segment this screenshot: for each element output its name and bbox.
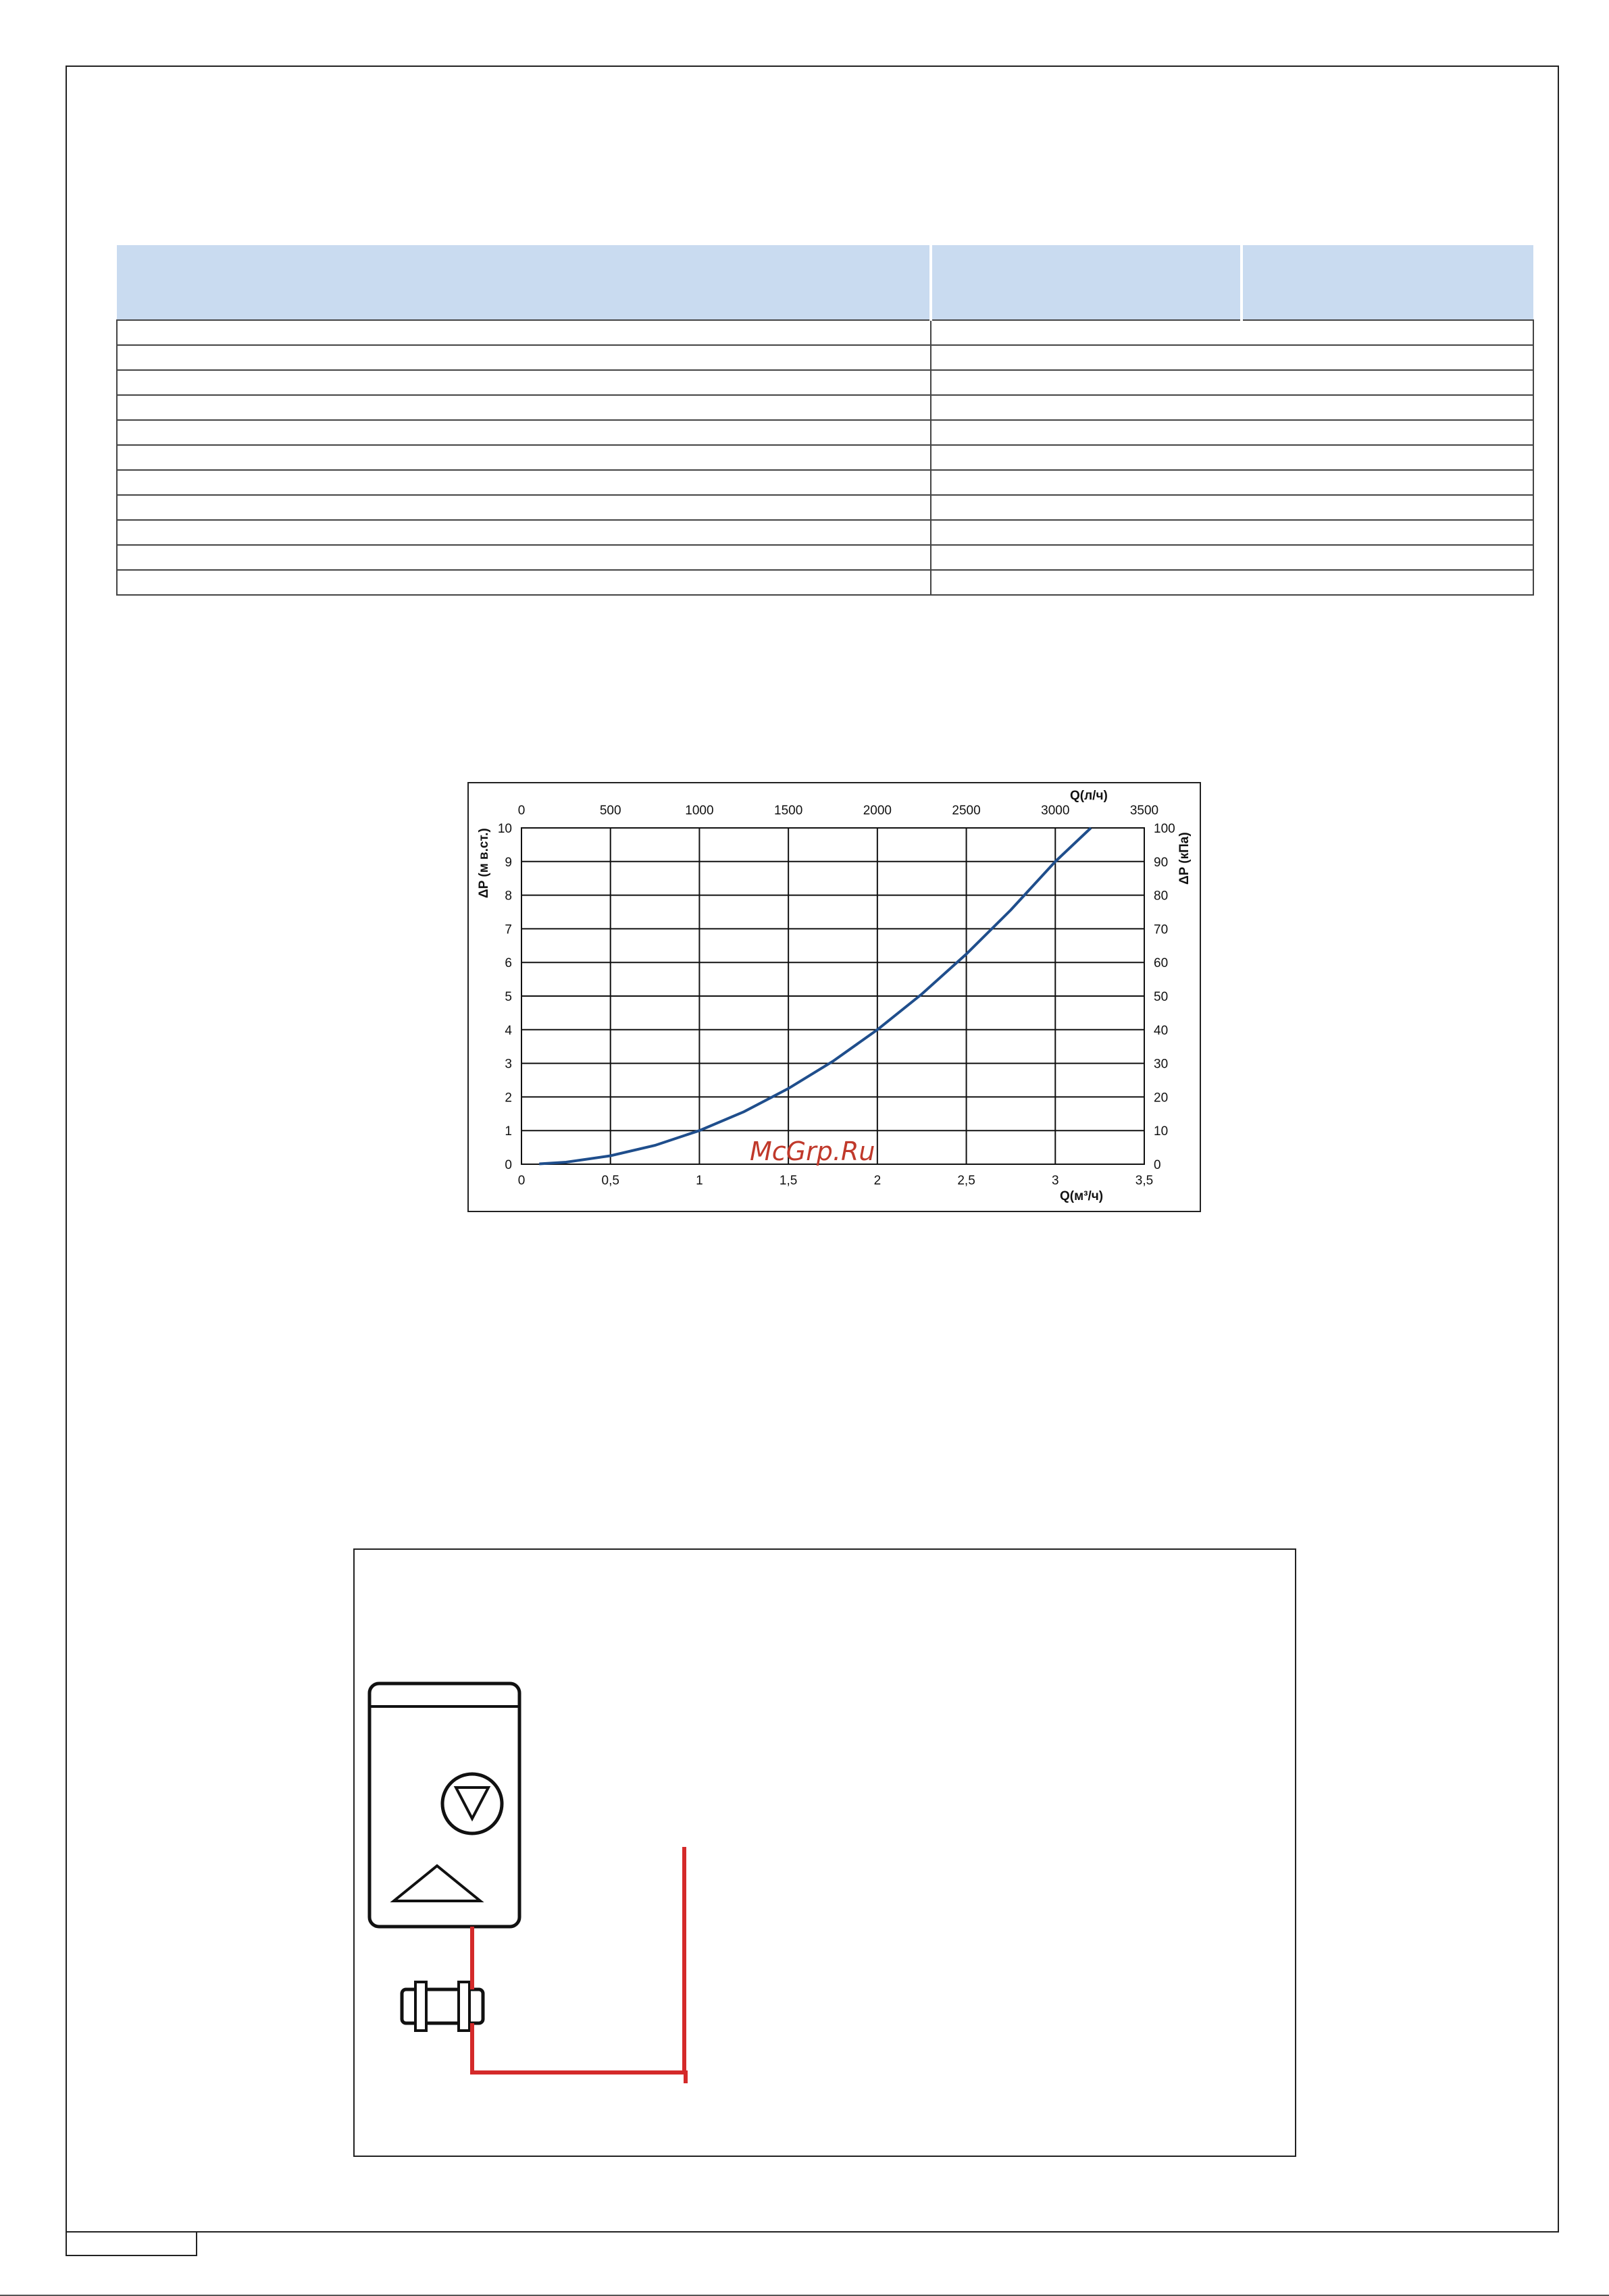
x-bottom-tick-label: 1,5 xyxy=(779,1174,798,1188)
table-row xyxy=(117,395,1533,420)
table-row xyxy=(117,370,1533,395)
table-cell-value xyxy=(931,420,1533,445)
table-cell-parameter xyxy=(117,545,931,570)
x-top-tick-label: 1000 xyxy=(685,804,714,818)
y-left-tick-label: 1 xyxy=(505,1124,512,1139)
chart-canvas xyxy=(469,783,1200,1211)
x-top-tick-label: 3500 xyxy=(1129,804,1159,818)
table-cell-parameter xyxy=(117,570,931,595)
table-header-cell xyxy=(931,245,1242,320)
x-bottom-tick-label: 3 xyxy=(1051,1174,1059,1188)
scheme-canvas xyxy=(355,1550,1295,2156)
table-cell-parameter xyxy=(117,345,931,370)
table-row xyxy=(117,445,1533,470)
x-top-tick-label: 3000 xyxy=(1041,804,1070,818)
x-top-tick-label: 1500 xyxy=(774,804,803,818)
y-right-tick-label: 0 xyxy=(1154,1158,1161,1172)
pressure-flow-chart xyxy=(467,782,1201,1212)
x-top-tick-label: 0 xyxy=(517,804,526,818)
y-right-tick-label: 70 xyxy=(1154,922,1169,937)
installation-scheme xyxy=(353,1548,1296,2157)
y-right-tick-label: 60 xyxy=(1154,956,1169,971)
table-row xyxy=(117,520,1533,545)
table-cell-value xyxy=(931,545,1533,570)
x-top-tick-label: 2000 xyxy=(863,804,892,818)
x-bottom-tick-label: 0 xyxy=(517,1174,526,1188)
y-left-tick-label: 10 xyxy=(497,822,512,836)
table-cell-parameter xyxy=(117,320,931,345)
table-row xyxy=(117,495,1533,520)
table-cell-value xyxy=(931,570,1533,595)
x-top-tick-label: 500 xyxy=(599,804,621,818)
table-row xyxy=(117,420,1533,445)
table-cell-parameter xyxy=(117,470,931,495)
table-cell-value xyxy=(931,320,1533,345)
y-right-tick-label: 10 xyxy=(1154,1124,1169,1139)
y-left-axis-label: ΔP (м в.ст.) xyxy=(477,828,491,898)
y-left-tick-label: 5 xyxy=(505,990,512,1004)
y-right-tick-label: 100 xyxy=(1154,822,1175,836)
table-cell-parameter xyxy=(117,520,931,545)
y-left-tick-label: 9 xyxy=(505,855,512,870)
y-right-tick-label: 50 xyxy=(1154,990,1169,1004)
table-header-row xyxy=(117,245,1533,320)
table-cell-value xyxy=(931,445,1533,470)
y-left-tick-label: 0 xyxy=(505,1158,512,1172)
x-bottom-tick-label: 1 xyxy=(696,1174,703,1188)
table-cell-parameter xyxy=(117,495,931,520)
specification-table xyxy=(116,245,1534,596)
y-left-tick-label: 7 xyxy=(505,922,512,937)
y-right-tick-label: 80 xyxy=(1154,889,1169,904)
table-cell-value xyxy=(931,495,1533,520)
y-left-tick-label: 4 xyxy=(505,1023,512,1038)
x-bottom-tick-label: 0,5 xyxy=(601,1174,619,1188)
x-bottom-tick-label: 2 xyxy=(873,1174,882,1188)
table-header-cell xyxy=(1242,245,1533,320)
x-top-tick-label: 2500 xyxy=(952,804,981,818)
table-cell-value xyxy=(931,345,1533,370)
y-right-tick-label: 20 xyxy=(1154,1091,1169,1105)
table-row xyxy=(117,320,1533,345)
x-top-axis-label: Q(л/ч) xyxy=(1070,789,1108,803)
y-right-tick-label: 30 xyxy=(1154,1057,1169,1072)
y-left-tick-label: 2 xyxy=(505,1091,512,1105)
table-cell-parameter xyxy=(117,370,931,395)
table-cell-value xyxy=(931,370,1533,395)
y-right-tick-label: 90 xyxy=(1154,855,1169,870)
x-bottom-axis-label: Q(м³/ч) xyxy=(1060,1189,1104,1203)
y-left-tick-label: 6 xyxy=(505,956,512,971)
x-bottom-tick-label: 3,5 xyxy=(1135,1174,1154,1188)
y-right-tick-label: 40 xyxy=(1154,1023,1169,1038)
table-header-cell xyxy=(117,245,931,320)
boiler xyxy=(369,1684,519,1927)
table-cell-value xyxy=(931,520,1533,545)
table-row xyxy=(117,570,1533,595)
y-right-axis-label: ΔP (кПа) xyxy=(1177,832,1192,885)
table-cell-parameter xyxy=(117,395,931,420)
table-row xyxy=(117,470,1533,495)
watermark: McGrp.Ru xyxy=(750,1137,875,1166)
table-cell-parameter xyxy=(117,420,931,445)
table-cell-value xyxy=(931,470,1533,495)
table-cell-parameter xyxy=(117,445,931,470)
x-bottom-tick-label: 2,5 xyxy=(957,1174,975,1188)
table-row xyxy=(117,345,1533,370)
pump-symbol-icon xyxy=(442,1774,502,1833)
y-left-tick-label: 8 xyxy=(505,889,512,904)
y-left-tick-label: 3 xyxy=(505,1057,512,1072)
page-number-tab xyxy=(66,2233,197,2256)
table-row xyxy=(117,545,1533,570)
table-cell-value xyxy=(931,395,1533,420)
